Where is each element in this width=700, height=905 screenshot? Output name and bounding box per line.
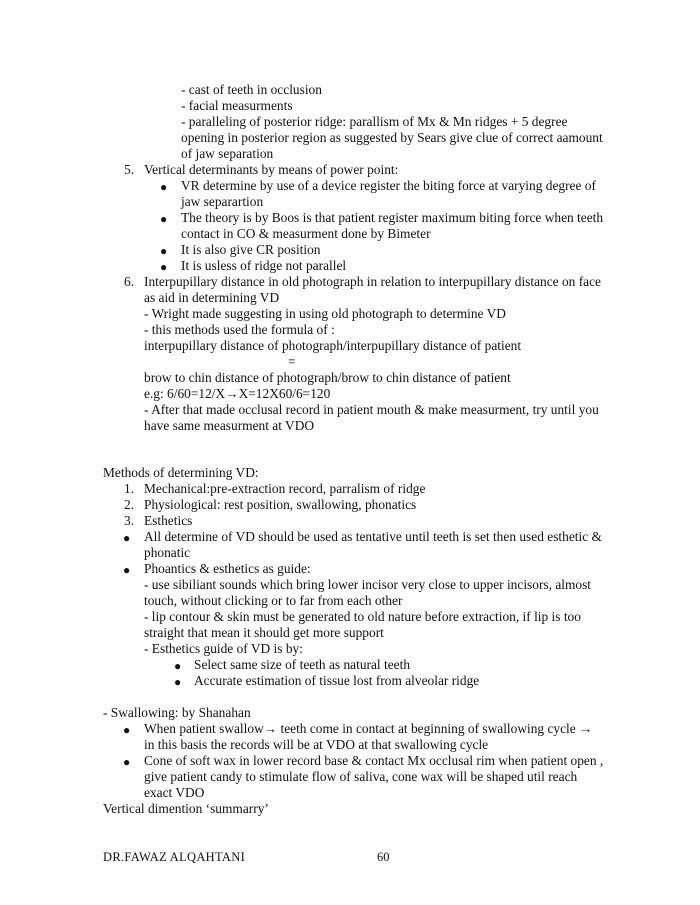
text-line: - this methods used the formula of : xyxy=(144,322,335,337)
text-line: opening in posterior region as suggested by Sears give clue of correct aamount xyxy=(181,130,603,145)
bullet-icon: ● xyxy=(123,723,131,737)
bullet-text: phonatic xyxy=(144,545,191,560)
bullet-text: - use sibiliant sounds which bring lower incisor very close to upper incisors, almost xyxy=(144,577,592,592)
text-line: - After that made occlusal record in patient mouth & make measurment, try until you xyxy=(144,402,599,417)
bullet-text: straight that mean it should get more support xyxy=(144,625,384,640)
bullet-text: Cone of soft wax in lower record base & contact Mx occlusal rim when patient open , xyxy=(144,753,604,768)
summary-line: Vertical dimention ‘summarry’ xyxy=(103,801,269,816)
text-line: have same measurment at VDO xyxy=(144,418,315,433)
bullet-text: contact in CO & measurment done by Bimeter xyxy=(181,226,431,241)
formula-denominator: brow to chin distance of photograph/brow to chin distance of patient xyxy=(144,370,511,385)
bullet-text: Phoantics & esthetics as guide: xyxy=(144,561,311,576)
bullet-text: jaw separartion xyxy=(181,194,264,209)
footer-author: DR.FAWAZ ALQAHTANI xyxy=(103,850,246,864)
bullet-icon: ● xyxy=(123,755,131,769)
bullet-icon: ● xyxy=(160,260,168,274)
bullet-icon: ● xyxy=(174,675,182,689)
list-item-text: Physiological: rest position, swallowing, phonatics xyxy=(144,497,417,512)
bullet-text: touch, without clicking or to far from each other xyxy=(144,593,403,608)
bullet-icon: ● xyxy=(160,244,168,258)
sub-bullet-text: Accurate estimation of tissue lost from alveolar ridge xyxy=(194,673,480,688)
section-heading: - Swallowing: by Shanahan xyxy=(103,705,251,720)
bullet-text: All determine of VD should be used as tentative until teeth is set then used esthetic & xyxy=(144,529,602,544)
section-heading: Methods of determining VD: xyxy=(103,465,259,480)
list-number: 1. xyxy=(124,481,135,496)
bullet-text: It is usless of ridge not parallel xyxy=(181,258,347,273)
bullet-icon: ● xyxy=(174,659,182,673)
list-item-title: Vertical determinants by means of power point: xyxy=(144,162,399,177)
list-item-text: Mechanical:pre-extraction record, parralism of ridge xyxy=(144,481,426,496)
bullet-icon: ● xyxy=(160,180,168,194)
bullet-text: give patient candy to stimulate flow of saliva, cone wax will be shaped util reach xyxy=(144,769,578,784)
list-number: 6. xyxy=(124,274,135,289)
list-number: 3. xyxy=(124,513,135,528)
bullet-text: - Esthetics guide of VD is by: xyxy=(144,641,303,656)
list-item-text: Esthetics xyxy=(144,513,193,528)
text-line: of jaw separation xyxy=(181,146,274,161)
bullet-icon: ● xyxy=(160,212,168,226)
formula-numerator: interpupillary distance of photograph/interpupillary distance of patient xyxy=(144,338,522,353)
text-line: as aid in determining VD xyxy=(144,290,280,305)
bullet-text: VR determine by use of a device register the biting force at varying degree of xyxy=(181,178,596,193)
text-line: - facial measurments xyxy=(181,98,293,113)
text-line: Interpupillary distance in old photograph in relation to interpupillary distance on face xyxy=(144,274,602,289)
list-number: 5. xyxy=(124,162,135,177)
bullet-text: exact VDO xyxy=(144,785,205,800)
bullet-icon: ● xyxy=(123,563,131,577)
page-number: 60 xyxy=(377,850,390,864)
bullet-text: When patient swallow→ teeth come in contact at beginning of swallowing cycle → xyxy=(144,721,593,736)
formula-equals: = xyxy=(288,354,296,369)
bullet-text: The theory is by Boos is that patient register maximum biting force when teeth xyxy=(181,210,604,225)
bullet-text: in this basis the records will be at VDO at that swallowing cycle xyxy=(144,737,489,752)
bullet-text: - lip contour & skin must be generated to old nature before extraction, if lip is too xyxy=(144,609,581,624)
text-line: e.g: 6/60=12/X→X=12X60/6=120 xyxy=(144,386,331,401)
bullet-icon: ● xyxy=(123,531,131,545)
bullet-text: It is also give CR position xyxy=(181,242,321,257)
text-line: - cast of teeth in occlusion xyxy=(181,82,322,97)
list-number: 2. xyxy=(124,497,135,512)
sub-bullet-text: Select same size of teeth as natural teeth xyxy=(194,657,411,672)
text-line: - paralleling of posterior ridge: parallism of Mx & Mn ridges + 5 degree xyxy=(181,114,568,129)
text-line: - Wright made suggesting in using old photograph to determine VD xyxy=(144,306,506,321)
